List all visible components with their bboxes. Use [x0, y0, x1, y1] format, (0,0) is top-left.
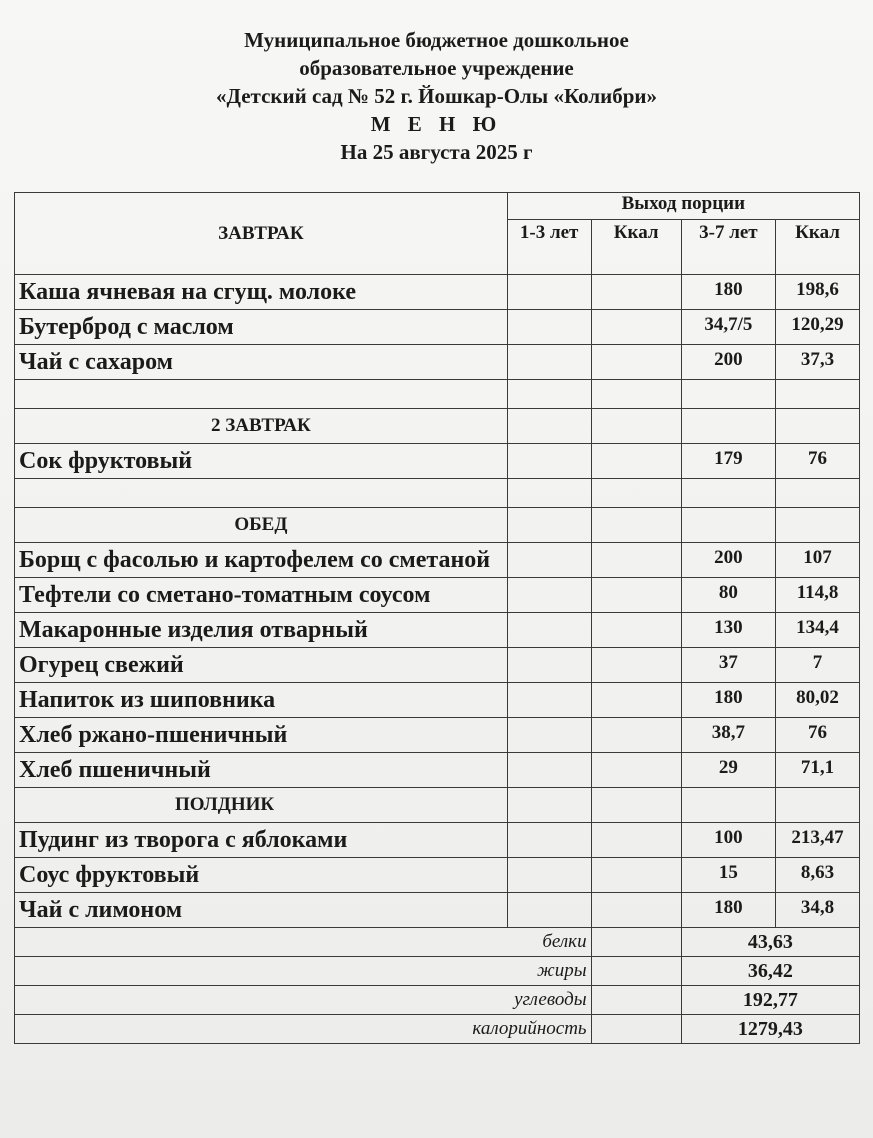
dish-name: Огурец свежий [15, 648, 508, 683]
nutrition-row [15, 928, 860, 957]
table-row [15, 578, 860, 613]
kcal-3-7: 71,1 [776, 753, 860, 788]
age-1-3-header: 1-3 лет [507, 220, 591, 275]
dish-name: Сок фруктовый [15, 444, 508, 479]
dish-name: Напиток из шиповника [15, 683, 508, 718]
dish-name: Хлеб ржано-пшеничный [15, 718, 508, 753]
second-breakfast-title: 2 ЗАВТРАК [15, 409, 508, 444]
portion-3-7: 38,7 [681, 718, 775, 753]
dish-name: Пудинг из творога с яблоками [15, 823, 508, 858]
fats-label: жиры [15, 957, 592, 986]
age-3-7-header: 3-7 лет [681, 220, 775, 275]
kcal-3-7: 198,6 [776, 275, 860, 310]
menu-title: М Е Н Ю [370, 112, 503, 136]
institution-line-1: Муниципальное бюджетное дошкольное [244, 28, 629, 52]
table-row [15, 310, 860, 345]
calories-value: 1279,43 [681, 1015, 859, 1044]
section-row [15, 409, 860, 444]
menu-date: На 25 августа 2025 г [340, 140, 533, 164]
proteins-label: белки [15, 928, 592, 957]
nutrition-row [15, 986, 860, 1015]
table-row [15, 345, 860, 380]
table-row [15, 858, 860, 893]
table-row [15, 444, 860, 479]
portion-3-7: 37 [681, 648, 775, 683]
kcal-3-7: 114,8 [776, 578, 860, 613]
snack-title: ПОЛДНИК [15, 788, 508, 823]
kcal-3-7: 8,63 [776, 858, 860, 893]
portion-output-header: Выход порции [507, 193, 859, 220]
dish-name: Хлеб пшеничный [15, 753, 508, 788]
section-row [15, 508, 860, 543]
kcal-3-7: 107 [776, 543, 860, 578]
kcal-3-7: 76 [776, 718, 860, 753]
table-row [15, 613, 860, 648]
kcal-3-7: 76 [776, 444, 860, 479]
portion-3-7: 15 [681, 858, 775, 893]
table-row [15, 275, 860, 310]
table-row [15, 683, 860, 718]
portion-3-7: 130 [681, 613, 775, 648]
kcal-3-7: 213,47 [776, 823, 860, 858]
kcal-1-3-header: Ккал [591, 220, 681, 275]
lunch-title: ОБЕД [15, 508, 508, 543]
dish-name: Каша ячневая на сгущ. молоке [15, 275, 508, 310]
portion-3-7: 180 [681, 683, 775, 718]
kcal-3-7-header: Ккал [776, 220, 860, 275]
portion-3-7: 200 [681, 345, 775, 380]
dish-name: Бутерброд с маслом [15, 310, 508, 345]
dish-name: Чай с лимоном [15, 893, 508, 928]
portion-3-7: 179 [681, 444, 775, 479]
empty-row [15, 380, 860, 409]
nutrition-row [15, 1015, 860, 1044]
kcal-3-7: 37,3 [776, 345, 860, 380]
fats-value: 36,42 [681, 957, 859, 986]
table-row [15, 543, 860, 578]
portion-3-7: 80 [681, 578, 775, 613]
dish-name: Соус фруктовый [15, 858, 508, 893]
portion-3-7: 200 [681, 543, 775, 578]
portion-3-7: 180 [681, 275, 775, 310]
breakfast-header: ЗАВТРАК [15, 193, 508, 275]
kcal-3-7: 7 [776, 648, 860, 683]
table-row [15, 753, 860, 788]
portion-3-7: 34,7/5 [681, 310, 775, 345]
menu-table [14, 192, 860, 1044]
portion-3-7: 180 [681, 893, 775, 928]
kcal-3-7: 120,29 [776, 310, 860, 345]
institution-line-3: «Детский сад № 52 г. Йошкар-Олы «Колибри» [215, 84, 658, 108]
empty-row [15, 479, 860, 508]
section-row [15, 788, 860, 823]
calories-label: калорийность [15, 1015, 592, 1044]
table-row [15, 823, 860, 858]
dish-name: Борщ с фасолью и картофелем со сметаной [15, 543, 508, 578]
kcal-3-7: 134,4 [776, 613, 860, 648]
table-row [15, 893, 860, 928]
dish-name: Тефтели со сметано-томатным соусом [15, 578, 508, 613]
document-header [0, 26, 873, 166]
portion-3-7: 100 [681, 823, 775, 858]
proteins-value: 43,63 [681, 928, 859, 957]
table-row [15, 718, 860, 753]
carbs-value: 192,77 [681, 986, 859, 1015]
kcal-3-7: 80,02 [776, 683, 860, 718]
table-row [15, 648, 860, 683]
nutrition-row [15, 957, 860, 986]
dish-name: Макаронные изделия отварный [15, 613, 508, 648]
kcal-3-7: 34,8 [776, 893, 860, 928]
dish-name: Чай с сахаром [15, 345, 508, 380]
institution-line-2: образовательное учреждение [299, 56, 574, 80]
portion-3-7: 29 [681, 753, 775, 788]
carbs-label: углеводы [15, 986, 592, 1015]
